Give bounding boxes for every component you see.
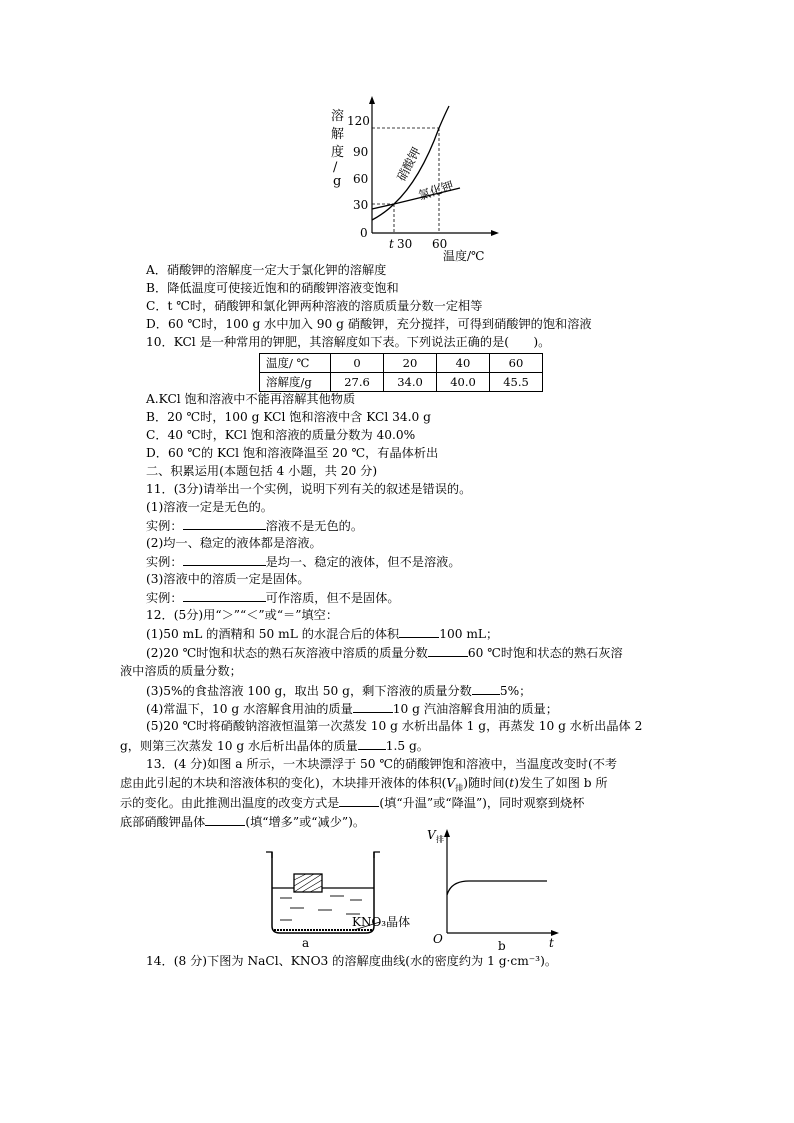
table-cell: 40 bbox=[437, 354, 490, 373]
table-cell: 60 bbox=[490, 354, 543, 373]
table-row bbox=[260, 354, 543, 373]
y-tick: 90 bbox=[353, 145, 369, 159]
x-tick: 60 bbox=[432, 237, 448, 251]
table-cell: 温度/ ℃ bbox=[260, 354, 331, 373]
answer-blank[interactable] bbox=[428, 644, 468, 657]
q12-part3: (3)5%的食盐溶液 100 g，取出 50 g，剩下溶液的质量分数 5%； bbox=[146, 684, 532, 698]
figure-a-label: a bbox=[302, 936, 310, 948]
y-axis-arrow bbox=[369, 96, 375, 104]
answer-blank[interactable] bbox=[472, 682, 500, 695]
kcl-solubility-table bbox=[259, 353, 543, 392]
q10-stem: 10．KCl 是一种常用的钾肥，其溶解度如下表。下列说法正确的是( )。 bbox=[146, 335, 551, 349]
answer-blank[interactable] bbox=[358, 737, 386, 750]
volume-time-graph bbox=[425, 823, 565, 953]
table-cell: 34.0 bbox=[384, 373, 437, 392]
answer-blank[interactable] bbox=[183, 517, 266, 530]
q11-answer2: 实例： 是均一、稳定的液体，但不是溶液。 bbox=[146, 555, 461, 569]
kno3-label: 硝酸钾 bbox=[394, 145, 424, 184]
y-tick: 60 bbox=[353, 172, 369, 186]
q12-part4: (4)常温下，10 g 水溶解食用油的质量 10 g 汽油溶解食用油的质量； bbox=[146, 702, 558, 716]
q9-option-c: C．t ℃时，硝酸钾和氯化钾两种溶液的溶质质量分数一定相等 bbox=[146, 299, 483, 313]
q11-answer3: 实例： 可作溶质，但不是固体。 bbox=[146, 591, 400, 605]
q10-option-c: C．40 ℃时，KCl 饱和溶液的质量分数为 40.0% bbox=[146, 428, 416, 442]
y-label-char: g bbox=[333, 174, 342, 189]
solubility-chart bbox=[325, 92, 505, 262]
q9-option-b: B．降低温度可使接近饱和的硝酸钾溶液变饱和 bbox=[146, 281, 399, 295]
q12-part2-cont: 液中溶质的质量分数； bbox=[120, 664, 242, 678]
table-cell: 27.6 bbox=[331, 373, 384, 392]
answer-blank[interactable] bbox=[339, 794, 379, 807]
q10-option-d: D．60 ℃的 KCl 饱和溶液降温至 20 ℃，有晶体析出 bbox=[146, 446, 439, 460]
q13-line1: 13．(4 分)如图 a 所示，一木块漂浮于 50 ℃的硝酸钾饱和溶液中，当温度改变时(不考 bbox=[146, 757, 618, 771]
figure-b-label: b bbox=[498, 939, 506, 953]
q11-answer1: 实例： 溶液不是无色的。 bbox=[146, 519, 364, 533]
q11-part2: (2)均一、稳定的液体都是溶液。 bbox=[146, 536, 322, 550]
answer-blank[interactable] bbox=[399, 625, 439, 638]
y-label-char: 度 bbox=[331, 145, 345, 160]
q12-part5-cont: g，则第三次蒸发 10 g 水后析出晶体的质量 1.5 g。 bbox=[120, 739, 429, 753]
example-label: 实例： bbox=[146, 591, 183, 605]
v-axis-label: V bbox=[427, 828, 436, 842]
q11-part3: (3)溶液中的溶质一定是固体。 bbox=[146, 572, 310, 586]
answer-blank[interactable] bbox=[183, 553, 266, 566]
example-label: 实例： bbox=[146, 519, 183, 533]
beaker-figure bbox=[262, 838, 422, 948]
q12-stem: 12．(5分)用“＞”“＜”或“＝”填空： bbox=[146, 608, 339, 622]
q14-stem: 14．(8 分)下图为 NaCl、KNO3 的溶解度曲线(水的密度约为 1 g·cm⁻³)。 bbox=[146, 954, 558, 968]
y-tick: 30 bbox=[353, 198, 369, 212]
y-tick: 120 bbox=[347, 114, 370, 128]
y-tick: 0 bbox=[360, 226, 368, 240]
q9-option-d: D．60 ℃时，100 g 水中加入 90 g 硝酸钾，充分搅拌，可得到硝酸钾的饱和溶液 bbox=[146, 317, 592, 331]
q13-line3: 示的变化。由此推测出温度的改变方式是 (填“升温”或“降温”)，同时观察到烧杯 bbox=[120, 796, 585, 810]
q13-line2: 虑由此引起的木块和溶液体积的变化)，木块排开液体的体积$(V_排)$随时间(t)发生了如图 b 所 bbox=[120, 776, 608, 793]
q9-option-a: A．硝酸钾的溶解度一定大于氯化钾的溶解度 bbox=[146, 263, 387, 277]
table-row bbox=[260, 373, 543, 392]
table-cell: 45.5 bbox=[490, 373, 543, 392]
q13-line4: 底部硝酸钾晶体 (填“增多”或“减少”)。 bbox=[120, 815, 366, 829]
origin-label: O bbox=[433, 932, 443, 946]
x-tick: t bbox=[389, 237, 394, 251]
q10-option-b: B．20 ℃时，100 g KCl 饱和溶液中含 KCl 34.0 g bbox=[146, 410, 431, 424]
t-axis-label: t bbox=[549, 936, 554, 950]
y-label-char: 溶 bbox=[331, 109, 345, 124]
answer-blank[interactable] bbox=[205, 813, 245, 826]
x-tick: 30 bbox=[397, 237, 413, 251]
volume-curve bbox=[447, 881, 547, 895]
table-cell: 0 bbox=[331, 354, 384, 373]
q11-stem: 11．(3分)请举出一个实例，说明下列有关的叙述是错误的。 bbox=[146, 482, 472, 496]
x-axis-arrow bbox=[491, 230, 499, 236]
table-cell: 20 bbox=[384, 354, 437, 373]
example-label: 实例： bbox=[146, 555, 183, 569]
v-axis-subscript: 排 bbox=[436, 835, 444, 844]
table-cell: 溶解度/g bbox=[260, 373, 331, 392]
y-label-char: 解 bbox=[331, 127, 345, 142]
q12-part1: (1)50 mL 的酒精和 50 mL 的水混合后的体积 100 mL； bbox=[146, 627, 499, 641]
q10-option-a: A.KCl 饱和溶液中不能再溶解其他物质 bbox=[146, 392, 356, 406]
kcl-label: 氯化钾 bbox=[416, 178, 456, 203]
y-label-char: / bbox=[333, 160, 338, 175]
x-label: 温度/℃ bbox=[443, 249, 485, 262]
q12-part5: (5)20 ℃时将硝酸钠溶液恒温第一次蒸发 10 g 水析出晶体 1 g，再蒸发 10 g 水析出晶体 2 bbox=[146, 719, 643, 733]
crystal-label: KNO₃晶体 bbox=[352, 915, 411, 929]
section-heading: 二、积累运用(本题包括 4 小题，共 20 分) bbox=[146, 464, 378, 478]
answer-blank[interactable] bbox=[353, 700, 393, 713]
table-cell: 40.0 bbox=[437, 373, 490, 392]
q11-part1: (1)溶液一定是无色的。 bbox=[146, 500, 273, 514]
beaker-rim bbox=[266, 852, 380, 858]
q12-part2: (2)20 ℃时饱和状态的熟石灰溶液中溶质的质量分数 60 ℃时饱和状态的熟石灰溶 bbox=[146, 646, 623, 660]
answer-blank[interactable] bbox=[183, 589, 266, 602]
